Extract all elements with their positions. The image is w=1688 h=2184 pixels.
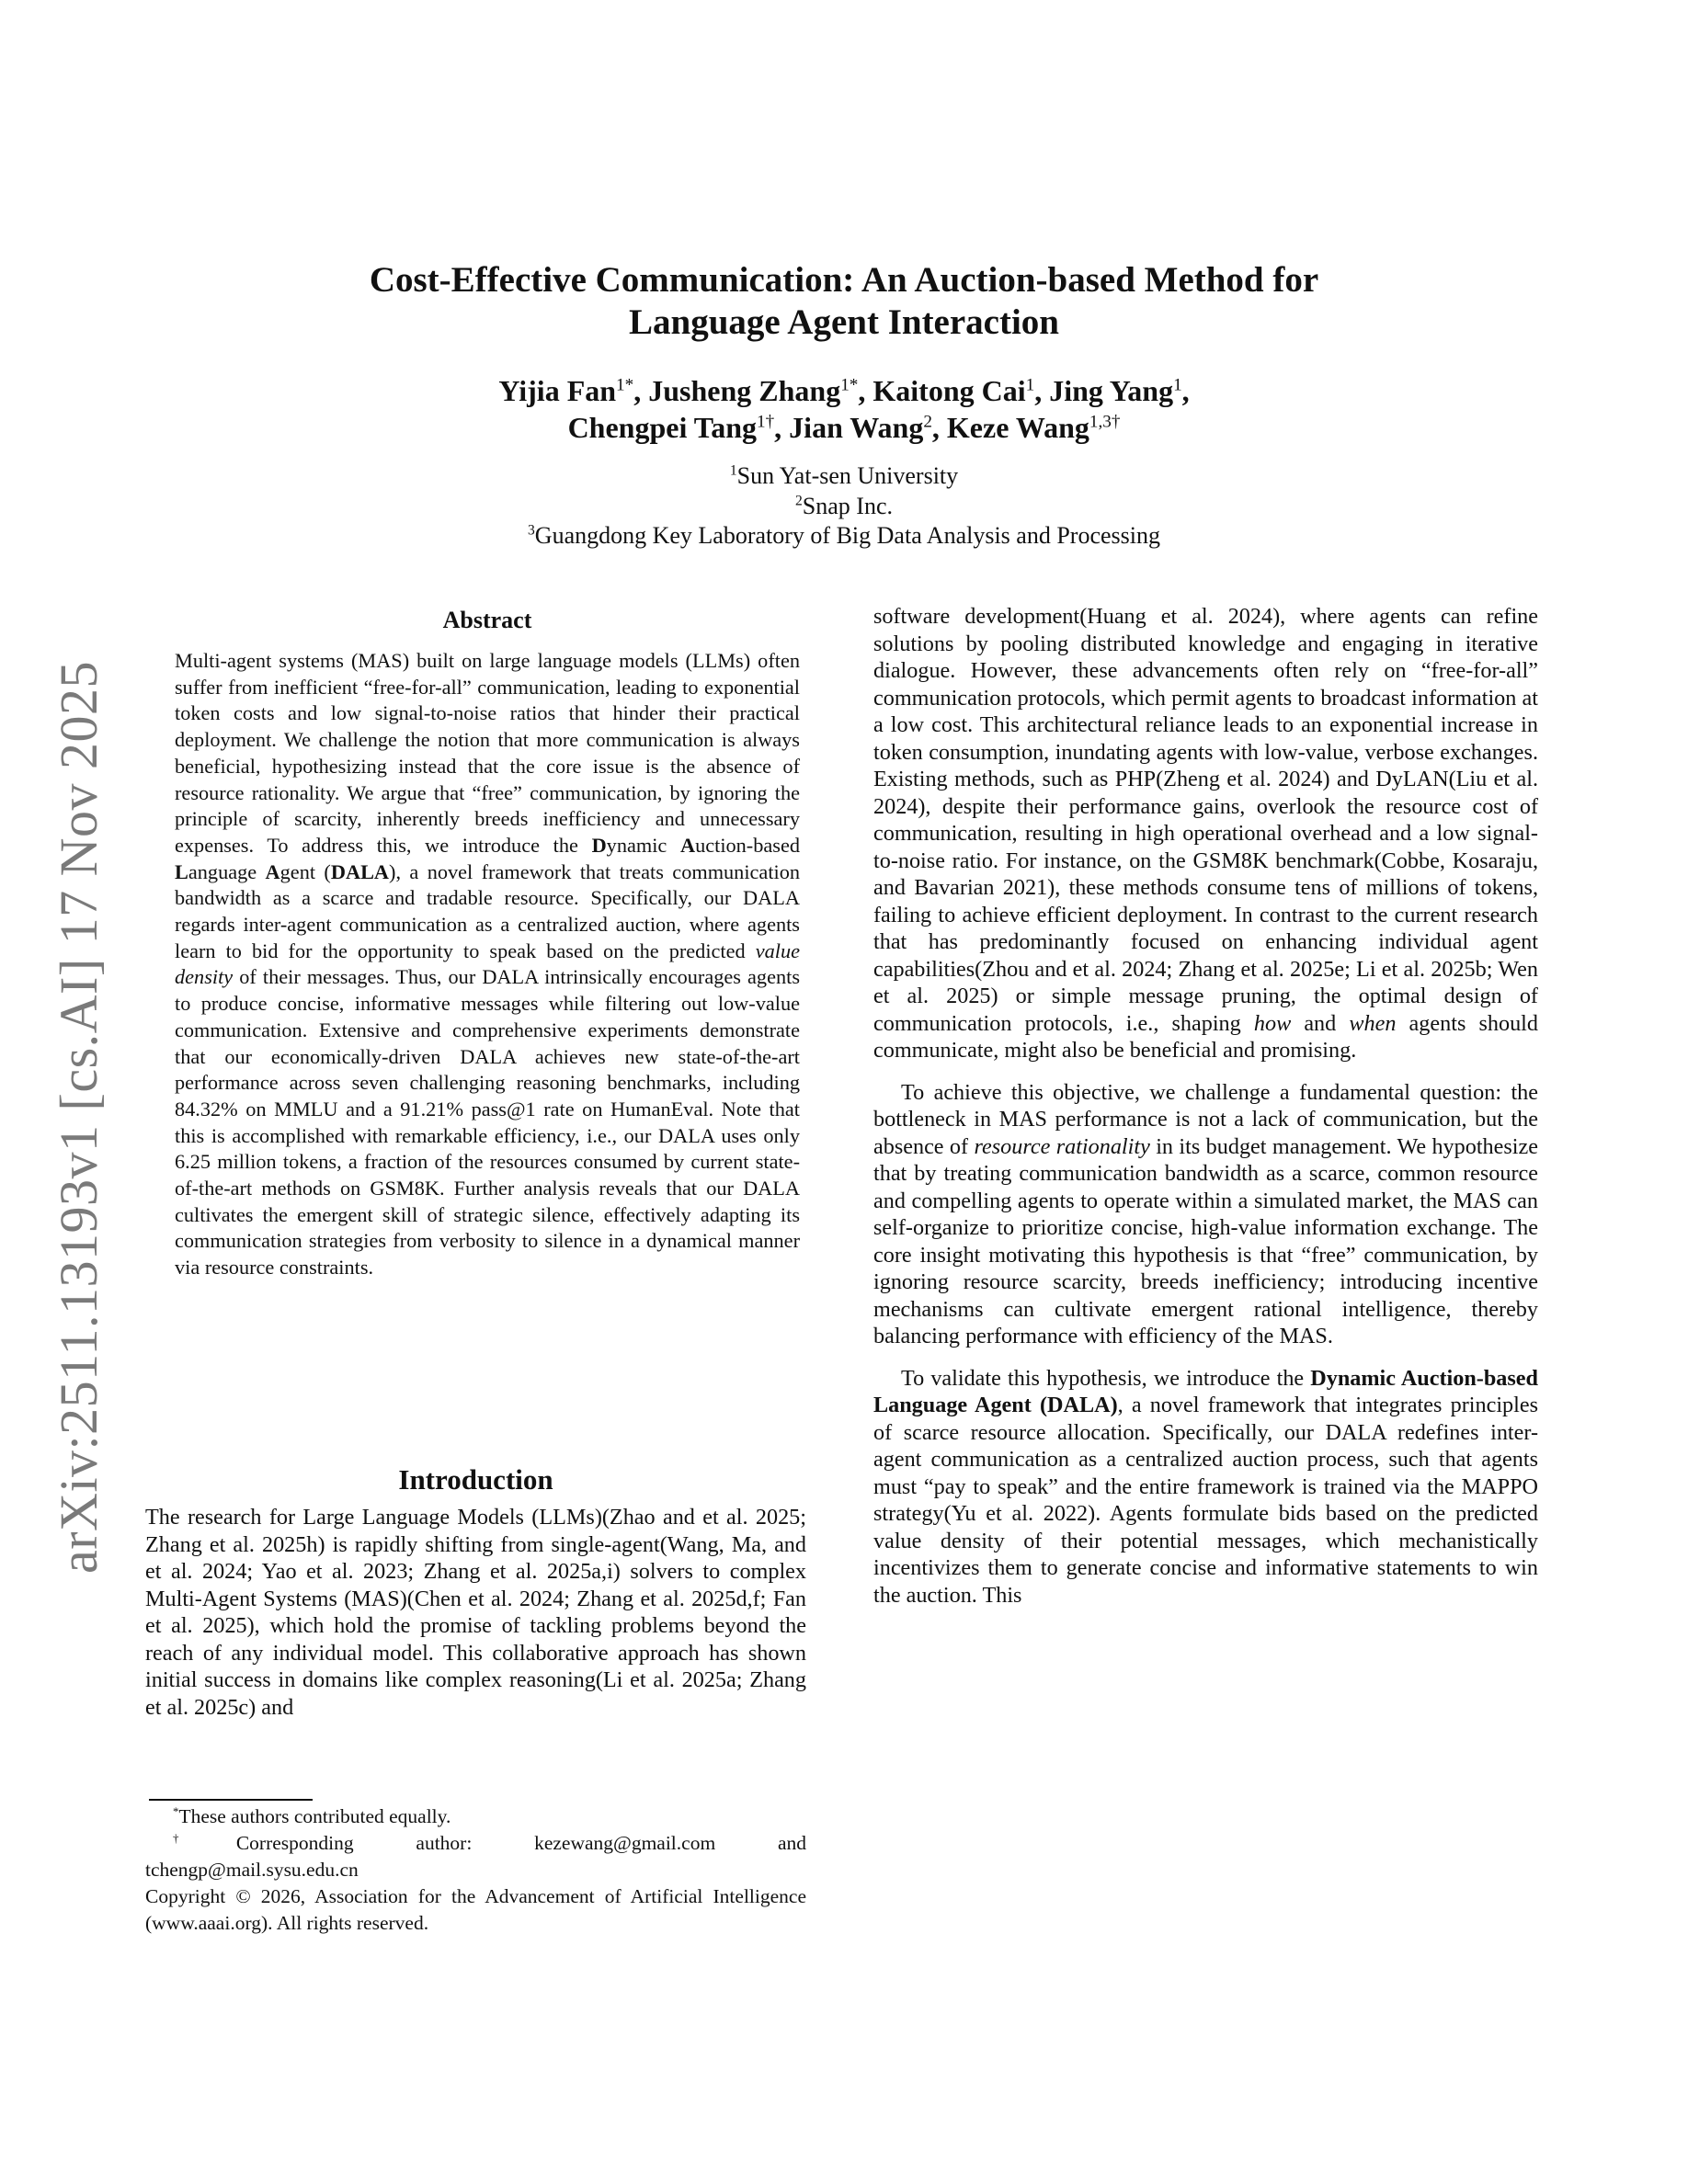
- footnote-email: tchengp@mail.sysu.edu.cn: [145, 1859, 359, 1881]
- author: Jing Yang$^1$,: [1049, 374, 1190, 407]
- footnotes: [145, 1803, 806, 1937]
- introduction-heading: Introduction: [398, 1463, 553, 1496]
- affiliations: [276, 461, 1412, 552]
- author: Keze Wang$^{1,3\dagger}$: [946, 411, 1121, 444]
- paragraph: To validate this hypothesis, we introduce the Dynamic Auction-based Language Agent (DALA), a novel framework that integrates principles of scarce resource allocation. Specifically, our DALA redefines inter-agent communication as a centralized auction process, such that agents must “pay to speak” and the entire framework is trained via the MAPPO strategy(Yu et al. 2022). Agents formulate bids based on the predicted value density of their potential messages, which mechanistically incentivizes them to generate concise and informative statements to win the auction. This: [873, 1365, 1538, 1608]
- affiliation: $^2$Snap Inc.: [795, 492, 893, 519]
- author-line-2: [276, 409, 1412, 446]
- introduction-left-column: [145, 1504, 806, 1721]
- footnote-equal-contribution: *These authors contributed equally.: [173, 1804, 451, 1827]
- paragraph: The research for Large Language Models (LLMs)(Zhao and et al. 2025; Zhang et al. 2025h) is rapidly shifting from single-agent(Wang, Ma, and et al. 2024; Yao et al. 2023; Zhang et al. 2025a,i) solvers to complex Multi-Agent Systems (MAS)(Chen et al. 2024; Zhang et al. 2025d,f; Fan et al. 2025), which hold the promise of tackling problems beyond the reach of any individual model. This collaborative approach has shown initial success in domains like complex reasoning(Li et al. 2025a; Zhang et al. 2025c) and: [145, 1505, 806, 1720]
- copyright-notice: Copyright © 2026, Association for the Advancement of Artificial Intelligence (www.aaai.org). All rights reserved.: [145, 1885, 806, 1934]
- author: Kaitong Cai$^1$,: [873, 374, 1050, 407]
- abstract-body: Multi-agent systems (MAS) built on large language models (LLMs) often suffer from inefficient “free-for-all” communication, leading to exponential token costs and low signal-to-noise ratios that hinder their practical deployment. We challenge the notion that more communication is always beneficial, hypothesizing instead that the core issue is the absence of resource rationality. We argue that “free” communication, by ignoring the principle of scarcity, inherently breeds inefficiency and unnecessary expenses. To address this, we introduce the Dynamic Auction-based Language Agent (DALA), a novel framework that treats communication bandwidth as a scarce and tradable resource. Specifically, our DALA regards inter-agent communication as a centralized auction, where agents learn to bid for the opportunity to speak based on the predicted value density of their messages. Thus, our DALA intrinsically encourages agents to produce concise, informative messages while filtering out low-value communication. Extensive and comprehensive experiments demonstrate that our economically-driven DALA achieves new state-of-the-art performance across seven challenging reasoning benchmarks, including 84.32% on MMLU and a 91.21% pass@1 rate on HumanEval. Note that this is accomplished with remarkable efficiency, i.e., our DALA uses only 6.25 million tokens, a fraction of the resources consumed by current state-of-the-art methods on GSM8K. Further analysis reveals that our DALA cultivates the emergent skill of strategic silence, effectively adapting its communication strategies from verbosity to silence in a dynamical manner via resource constraints.: [175, 649, 801, 1280]
- author: Yijia Fan$^{1*}$,: [498, 374, 649, 407]
- footnote-rule: [149, 1799, 313, 1801]
- paragraph: To achieve this objective, we challenge a fundamental question: the bottleneck in MAS performance is not a lack of communication, but the absence of resource rationality in its budget management. We hypothesize that by treating communication bandwidth as a scarce, common resource and compelling agents to operate within a simulated market, the MAS can self-organize to prioritize concise, high-value information exchange. The core insight motivating this hypothesis is that “free” communication, by ignoring resource scarcity, breeds inefficiency; introducing incentive mechanisms can cultivate emergent rational intelligence, thereby balancing performance with efficiency of the MAS.: [873, 1079, 1538, 1348]
- affiliation: $^3$Guangdong Key Laboratory of Big Data Analysis and Processing: [528, 522, 1160, 549]
- author: Chengpei Tang$^{1\dagger}$,: [567, 411, 790, 444]
- author-line-1: [276, 372, 1412, 409]
- abstract-heading: Abstract: [442, 607, 532, 633]
- paragraph: software development(Huang et al. 2024), where agents can refine solutions by pooling distributed knowledge and engaging in iterative dialogue. However, these advancements often rely on “free-for-all” communication protocols, which permit agents to broadcast information at a low cost. This architectural reliance leads to an exponential increase in token consumption, inundating agents with low-value, verbose exchanges. Existing methods, such as PHP(Zheng et al. 2024) and DyLAN(Liu et al. 2024), despite their performance gains, overlook the resource cost of communication, resulting in high operational overhead and a low signal-to-noise ratio. For instance, on the GSM8K benchmark(Cobbe, Kosaraju, and Bavarian 2021), these methods consume tens of millions of tokens, failing to achieve efficient deployment. In contrast to the current research that has predominantly focused on enhancing individual agent capabilities(Zhou and et al. 2024; Zhang et al. 2025e; Li et al. 2025b; Wen et al. 2025) or simple message pruning, the optimal design of communication protocols, i.e., shaping how and when agents should communicate, might also be beneficial and promising.: [873, 604, 1538, 1063]
- introduction-right-column: [873, 603, 1538, 1609]
- author: Jusheng Zhang$^{1*}$,: [648, 374, 873, 407]
- footnote-corresponding-author: †Corresponding author: kezewang@gmail.com and: [173, 1831, 806, 1854]
- paper-title: [276, 259, 1412, 344]
- title-line-2: Language Agent Interaction: [629, 302, 1059, 342]
- affiliation: $^1$Sun Yat-sen University: [729, 462, 959, 489]
- arxiv-stamp: arXiv:2511.13193v1 [cs.AI] 17 Nov 2025: [49, 660, 108, 1574]
- title-line-1: Cost-Effective Communication: An Auction-based Method for: [369, 260, 1319, 300]
- author-list: [276, 372, 1412, 446]
- author: Jian Wang$^2$,: [789, 411, 947, 444]
